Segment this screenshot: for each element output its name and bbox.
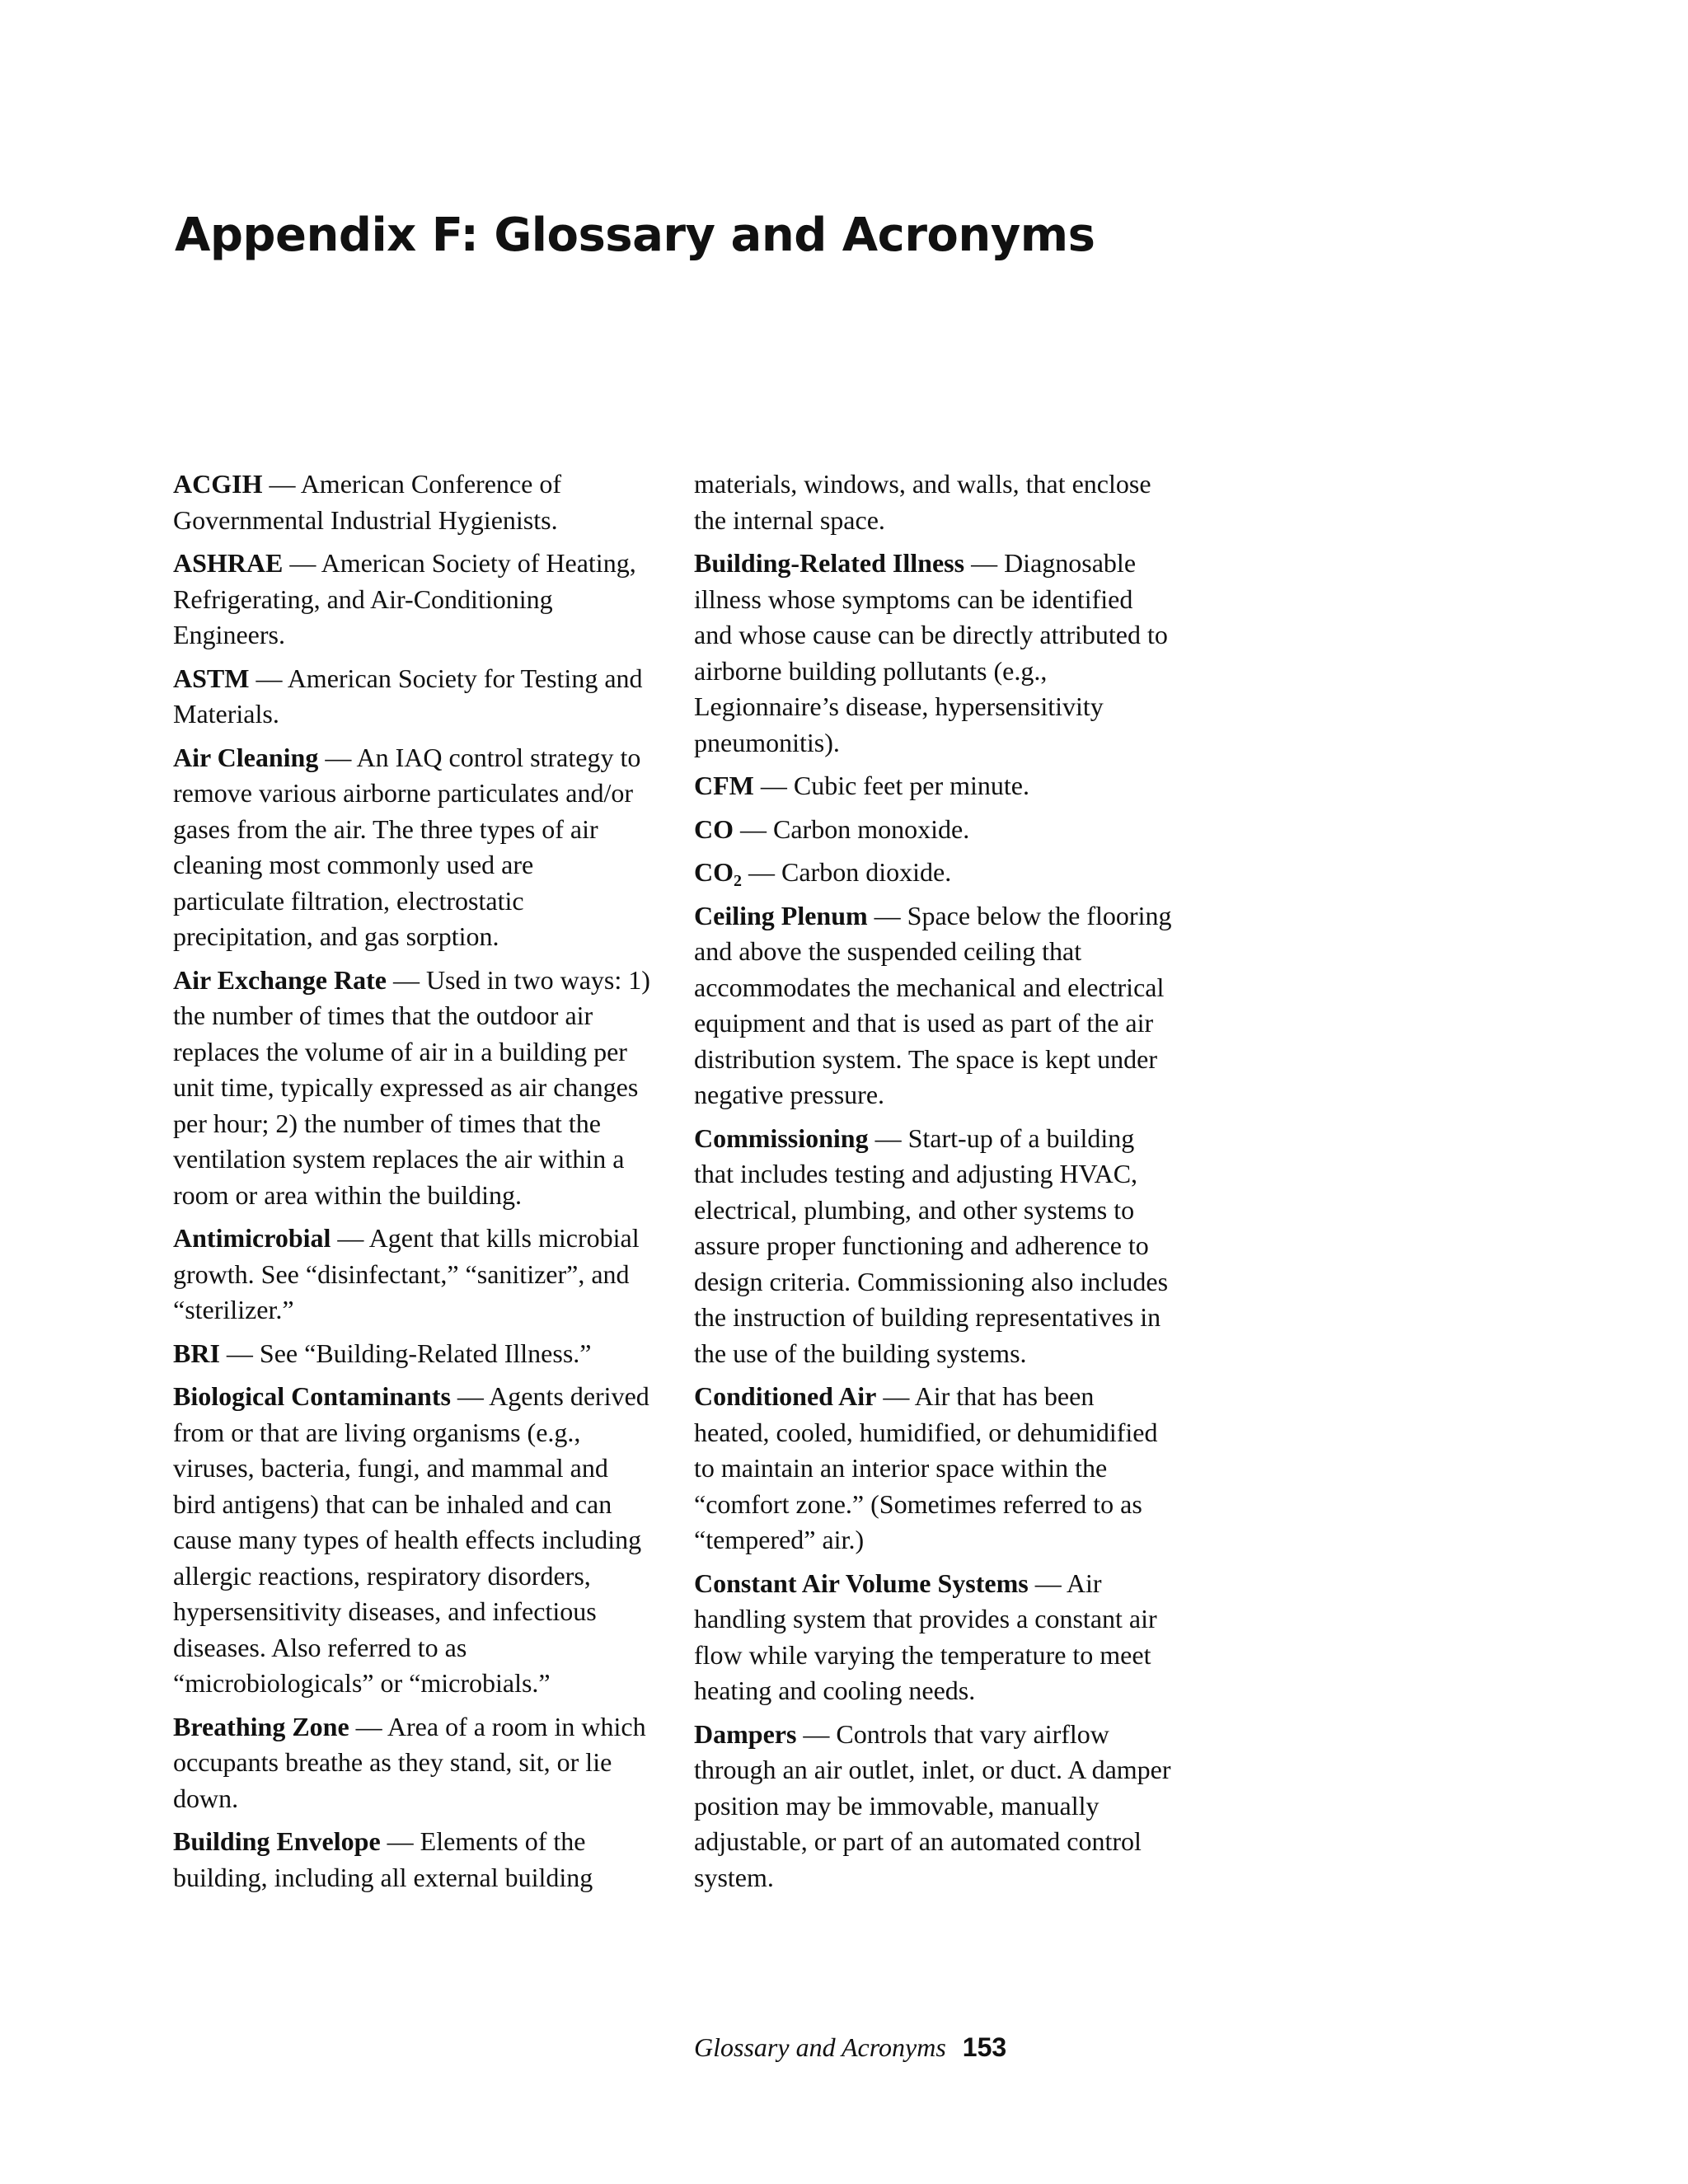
glossary-definition: Air handling system that provides a constant air flow while varying the temperature to meet heating and cooling needs.: [694, 1568, 1157, 1705]
glossary-definition: Diagnosable illness whose symptoms can be identified and whose cause can be directly attributed to airborne building pollutants (e.g., Legionnaire’s disease, hypersensitivity pneumonitis).: [694, 548, 1168, 757]
glossary-separator: —: [386, 964, 426, 995]
glossary-term: Ceiling Plenum: [694, 900, 868, 930]
glossary-entry: [694, 1717, 1172, 1896]
glossary-separator: —: [876, 1381, 915, 1411]
glossary-separator: —: [262, 469, 301, 499]
glossary-definition: Air that has been heated, cooled, humidified, or dehumidified to maintain an interior space within the “comfort zone.” (Sometimes referred to as “tempered” air.): [694, 1381, 1158, 1554]
glossary-term: Building-Related Illness: [694, 548, 965, 578]
glossary-definition: An IAQ control strategy to remove various airborne particulates and/or gases from the air. The three types of air cleaning most commonly used are particulate filtration, electrostatic precipitation, and gas sorption.: [173, 742, 641, 951]
glossary-definition: Elements of the building, including all external building: [173, 1826, 593, 1892]
glossary-entry-continuation: materials, windows, and walls, that enclose the internal space.: [694, 469, 1151, 535]
glossary-right-column: [694, 466, 1172, 1903]
glossary-definition: Agents derived from or that are living organisms (e.g., viruses, bacteria, fungi, and mammal and bird antigens) that can be inhaled and can cause many types of health effects including allergic reactions, respiratory disorders, hypersensitivity diseases, and infectious diseases. Also referred to as “microbiologicals” or “microbials.”: [173, 1381, 649, 1698]
glossary-entry: [694, 546, 1172, 761]
glossary-separator: —: [867, 900, 907, 930]
glossary-definition: Carbon dioxide.: [781, 857, 952, 887]
glossary-term: BRI: [173, 1338, 220, 1368]
glossary-entry: [694, 768, 1172, 804]
glossary-separator: —: [734, 813, 773, 844]
glossary-term: Biological Contaminants: [173, 1381, 451, 1411]
page-number: 153: [962, 2032, 1007, 2062]
glossary-term: Commissioning: [694, 1122, 869, 1153]
glossary-term: Building Envelope: [173, 1826, 381, 1856]
glossary-entry: [694, 1121, 1172, 1372]
glossary-term: Breathing Zone: [173, 1711, 349, 1741]
glossary-definition: Controls that vary airflow through an air outlet, inlet, or duct. A damper position may be immovable, manually adjustable, or part of an automated control system.: [694, 1718, 1171, 1892]
glossary-term: CO: [694, 813, 734, 844]
glossary-entry: [173, 661, 651, 733]
glossary-definition: Area of a room in which occupants breathe as they stand, sit, or lie down.: [173, 1711, 646, 1813]
glossary-term: Air Cleaning: [173, 742, 319, 772]
page-footer: [694, 2029, 1006, 2065]
glossary-separator: —: [964, 548, 1005, 578]
glossary-entry: [173, 740, 651, 955]
glossary-term: Conditioned Air: [694, 1381, 877, 1411]
glossary-separator: —: [753, 771, 794, 800]
glossary-entry: [173, 1336, 651, 1372]
glossary-term: $CO_2$: [694, 857, 742, 890]
glossary-separator: —: [742, 857, 781, 887]
glossary-definition: Agent that kills microbial growth. See “disinfectant,” “sanitizer”, and “sterilizer.”: [173, 1223, 640, 1324]
glossary-entry: [694, 1379, 1172, 1558]
glossary-entry: [173, 1379, 651, 1702]
footer-section-label: Glossary and Acronyms: [694, 2032, 946, 2062]
glossary-separator: —: [349, 1711, 387, 1741]
glossary-left-column: [173, 466, 651, 1903]
glossary-term: Constant Air Volume Systems: [694, 1568, 1029, 1598]
glossary-term-subscript: 2: [734, 872, 742, 890]
glossary-entry: [173, 546, 651, 654]
glossary-entry: [173, 1709, 651, 1817]
glossary-entry: [173, 1824, 651, 1896]
glossary-separator: —: [318, 742, 357, 772]
glossary-definition: See “Building-Related Illness.”: [259, 1338, 592, 1368]
glossary-separator: —: [450, 1381, 490, 1411]
glossary-separator: —: [219, 1338, 260, 1368]
glossary-entry: [173, 963, 651, 1214]
glossary-term: ACGIH: [173, 469, 263, 499]
page-title: Appendix F: Glossary and Acronyms: [175, 209, 1095, 262]
glossary-separator: —: [283, 548, 321, 578]
glossary-separator: —: [331, 1223, 369, 1253]
glossary-entry: [173, 1221, 651, 1329]
glossary-entry: [694, 1566, 1172, 1709]
glossary-separator: —: [796, 1718, 837, 1749]
glossary-term: CFM: [694, 771, 754, 800]
glossary-definition: Start-up of a building that includes testing and adjusting HVAC, electrical, plumbing, and other systems to assure proper functioning and adherence to design criteria. Commissioning also includes the instruction of building representatives in the use of the building systems.: [694, 1122, 1169, 1368]
glossary-definition: American Society for Testing and Materials.: [173, 663, 643, 729]
glossary-separator: —: [1028, 1568, 1067, 1598]
glossary-separator: —: [380, 1826, 420, 1856]
glossary-definition: Cubic feet per minute.: [793, 771, 1029, 800]
glossary-definition: American Society of Heating, Refrigerating, and Air-Conditioning Engineers.: [173, 548, 636, 649]
glossary-definition: Space below the flooring and above the suspended ceiling that accommodates the mechanical and electrical equipment and that is used as part of the air distribution system. The space is kept under negative pressure.: [694, 900, 1172, 1109]
glossary-entry: [694, 812, 1172, 848]
glossary-term: Antimicrobial: [173, 1223, 331, 1253]
glossary-entry: [694, 898, 1172, 1113]
glossary-term: Dampers: [694, 1718, 797, 1749]
glossary-entry: [173, 466, 651, 538]
glossary-separator: —: [868, 1122, 908, 1153]
glossary-entry: [694, 855, 1172, 891]
glossary-definition: American Conference of Governmental Industrial Hygienists.: [173, 469, 561, 535]
glossary-term: ASTM: [173, 663, 250, 693]
glossary-definition: Used in two ways: 1) the number of times that the outdoor air replaces the volume of air in a building per unit time, typically expressed as air changes per hour; 2) the number of times that the ventilation system replaces the air within a room or area within the building.: [173, 964, 650, 1210]
glossary-term: ASHRAE: [173, 548, 284, 578]
glossary-separator: —: [249, 663, 288, 693]
glossary-term: Air Exchange Rate: [173, 964, 387, 995]
glossary-definition: Carbon monoxide.: [773, 813, 970, 844]
